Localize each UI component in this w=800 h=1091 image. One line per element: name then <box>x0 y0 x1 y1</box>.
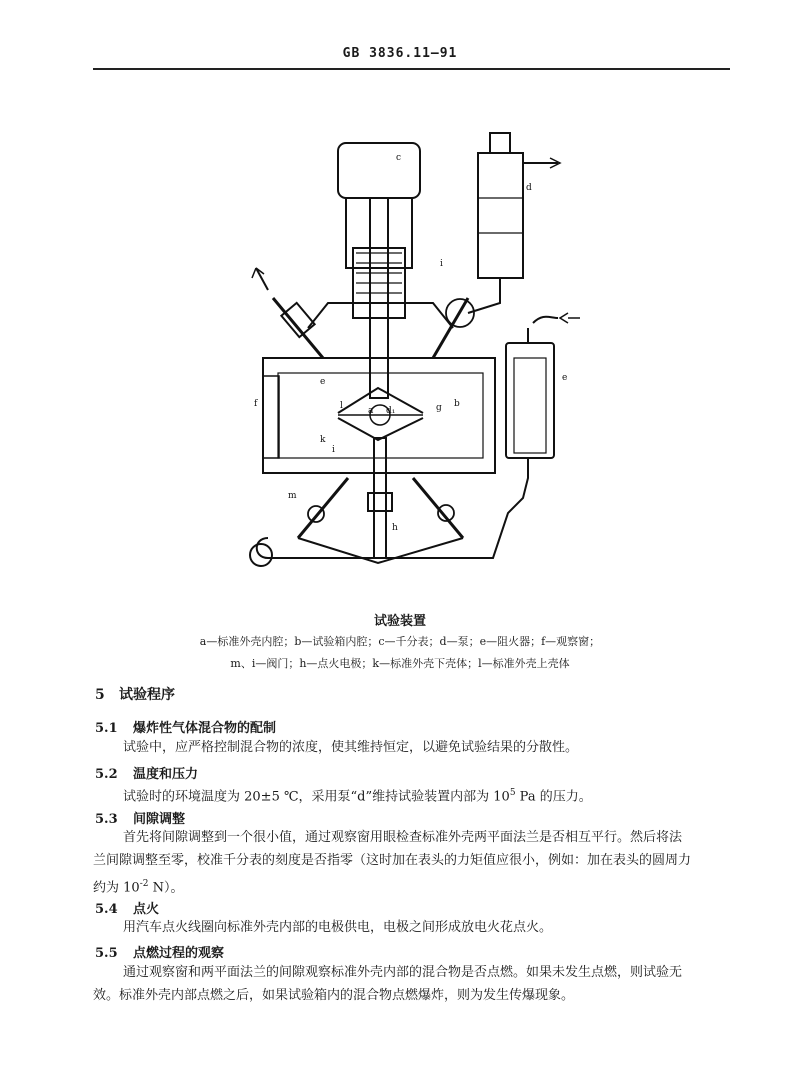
section-5-3-line-3 <box>93 873 733 899</box>
label-c: c <box>396 153 402 163</box>
section-5-1-title: 爆炸性气体混合物的配制 <box>133 721 277 736</box>
section-5-2-text-a: 试验时的环境温度为 20±5 ℃，采用泵“d”维持试验装置内部为 10 <box>123 789 510 805</box>
label-e-left: e <box>320 377 326 387</box>
standard-number-header: GB 3836.11—91 <box>342 46 458 61</box>
section-5-5-line-1: 通过观察窗和两平面法兰的间隙观察标准外壳内部的混合物是否点燃。如果未发生点燃，则试验无 <box>123 965 683 980</box>
section-5-2-text-b: Pa 的压力。 <box>515 789 592 805</box>
figure-legend-line-2: m、i—阀门；h—点火电极；k—标准外壳下壳体；l—标准外壳上壳体 <box>230 657 570 670</box>
label-b: b <box>454 399 460 409</box>
header-rule <box>93 68 730 70</box>
label-i-lower: i <box>332 445 335 455</box>
section-5-title: 试验程序 <box>119 687 175 703</box>
label-g: g <box>436 403 442 413</box>
section-5-2-number: 5.2 <box>95 767 118 782</box>
section-5-1-heading <box>95 717 276 736</box>
label-a: a <box>368 406 374 416</box>
section-5-2-heading <box>95 763 198 782</box>
section-5-5-number: 5.5 <box>95 946 118 961</box>
label-k: k <box>320 435 326 445</box>
label-f: f <box>254 399 258 409</box>
section-5-number: 5 <box>95 687 105 703</box>
section-5-3-exponent: -2 <box>139 879 149 889</box>
section-5-3-line-3-b: N）。 <box>148 880 184 896</box>
section-5-5-line-2: 效。标准外壳内部点燃之后，如果试验箱内的混合物点燃爆炸，则为发生传爆现象。 <box>93 988 575 1003</box>
section-5-4-heading <box>95 898 159 917</box>
section-5-3-heading <box>95 808 185 827</box>
section-5-4-title: 点火 <box>133 902 160 917</box>
section-5-5-heading <box>95 942 224 961</box>
section-5-4-text: 用汽车点火线圈向标准外壳内部的电极供电，电极之间形成放电火花点火。 <box>123 920 553 935</box>
label-h: h <box>392 523 398 533</box>
section-5-4-number: 5.4 <box>95 902 118 917</box>
section-5-3-title: 间隙调整 <box>133 812 186 827</box>
label-i-upper: i <box>440 259 443 269</box>
section-5-2-text <box>93 782 733 808</box>
label-m: m <box>288 491 297 501</box>
section-5-1-text: 试验中，应严格控制混合物的浓度，使其维持恒定，以避免试验结果的分散性。 <box>123 740 579 755</box>
figure-legend-line-1: a—标准外壳内腔；b—试验箱内腔；c—千分表；d—泵；e—阻火器；f—观察窗； <box>199 635 601 648</box>
section-5-5-title: 点燃过程的观察 <box>133 946 225 961</box>
section-5-2-title: 温度和压力 <box>133 767 199 782</box>
section-5-heading <box>95 684 175 704</box>
label-e-right: e <box>562 373 568 383</box>
label-d: d <box>526 183 532 193</box>
label-d1: d₁ <box>386 406 396 416</box>
section-5-1-number: 5.1 <box>95 721 118 736</box>
figure-title: 试验装置 <box>373 614 426 629</box>
test-apparatus-drawing <box>228 118 588 588</box>
section-5-3-line-2: 兰间隙调整至零，校准千分表的刻度是否指零（这时加在表头的力矩值应很小，例如：加在表头的圆周力 <box>93 853 692 868</box>
section-5-2-exponent: 5 <box>509 788 516 798</box>
section-5-3-line-1: 首先将间隙调整到一个很小值，通过观察窗用眼检查标准外壳两平面法兰是否相互平行。然后将法 <box>123 830 683 845</box>
section-5-3-number: 5.3 <box>95 812 118 827</box>
section-5-3-line-3-a: 约为 10 <box>93 880 140 896</box>
dial-gauge-body <box>338 143 420 198</box>
label-l: l <box>340 401 343 411</box>
